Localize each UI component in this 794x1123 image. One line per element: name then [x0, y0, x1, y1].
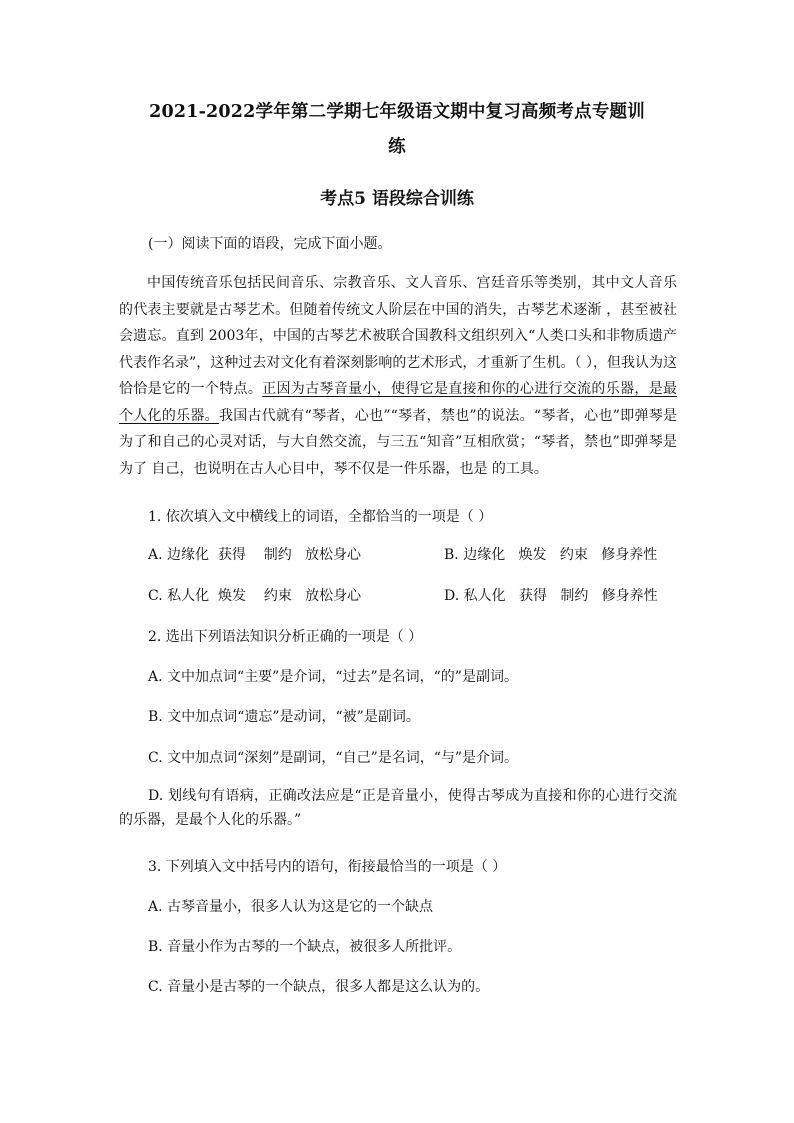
question-2-stem: 2. 选出下列语法知识分析正确的一项是（ ）: [148, 629, 423, 645]
reading-passage: [119, 270, 677, 482]
section-heading: (一）阅读下面的语段，完成下面小题。: [148, 236, 392, 252]
question-3-option-a: A. 古琴音量小，很多人认为这是它的一个缺点: [148, 899, 434, 915]
question-2-option-b: B. 文中加点词“遗忘”是动词，“被”是副词。: [148, 709, 420, 725]
question-3-option-b: B. 音量小作为古琴的一个缺点，被很多人所批评。: [148, 939, 462, 955]
question-2-option-c: C. 文中加点词“深刻”是副词，“自己”是名词，“与”是介词。: [148, 750, 519, 766]
question-1-stem: 1. 依次填入文中横线上的词语，全都恰当的一项是（ ）: [148, 509, 493, 525]
question-2-option-d: D. 划线句有语病，正确改法应是“正是音量小，使得古琴成为直接和你的心进行交流的乐器，是最个人化的乐器。”: [119, 788, 677, 828]
document-title-line2: 练: [388, 137, 406, 157]
passage-text-part2: 我国古代就有“琴者，心也”“琴者，禁也”的说法。“琴者，心也”即弹琴是为了和自己的心灵对话，与大自然交流，与三五“知音”互相欣赏；“琴者，禁也”即弹琴是为了 自己，也说明在古人心目中，琴不仅是一件乐器，也是 的工具。: [119, 407, 677, 477]
question-1-option-c: C. 私人化 焕发 约束 放松身心: [148, 588, 362, 604]
question-3-option-c: C. 音量小是古琴的一个缺点，很多人都是这么认为的。: [148, 979, 490, 995]
underlined-sentence: 正因为古琴音量小，使得它是直接和你的心进行交流的乐器，是最个人化的乐器。: [119, 381, 678, 424]
question-3-stem: 3. 下列填入文中括号内的语句，衔接最恰当的一项是（ ）: [148, 859, 507, 875]
question-1-option-d: D. 私人化 获得 制约 修身养性: [444, 588, 658, 604]
document-subtitle: 考点5 语段综合训练: [320, 189, 474, 209]
document-title-line1: 2021-2022学年第二学期七年级语文期中复习高频考点专题训: [149, 102, 645, 122]
question-1-option-a: A. 边缘化 获得 制约 放松身心: [148, 547, 362, 563]
question-1-option-b: B. 边缘化 焕发 约束 修身养性: [444, 547, 658, 563]
passage-text-part1: 中国传统音乐包括民间音乐、宗教音乐、文人音乐、宫廷音乐等类别，其中文人音乐的代表主要就是古琴艺术。但随着传统文人阶层在中国的消失，古琴艺术逐渐 ，甚至被社会遗忘。直到 2003年，中国的古琴艺术被联合国教科文组织列入“人类口头和非物质遗产代表作名录”，这种过去对文化有着深刻影响的艺术形式，才重新了生机。（ ），但我认为这恰恰是它的一个特点。: [119, 275, 677, 397]
question-2-option-a: A. 文中加点词“主要”是介词，“过去”是名词，“的”是副词。: [148, 669, 518, 685]
